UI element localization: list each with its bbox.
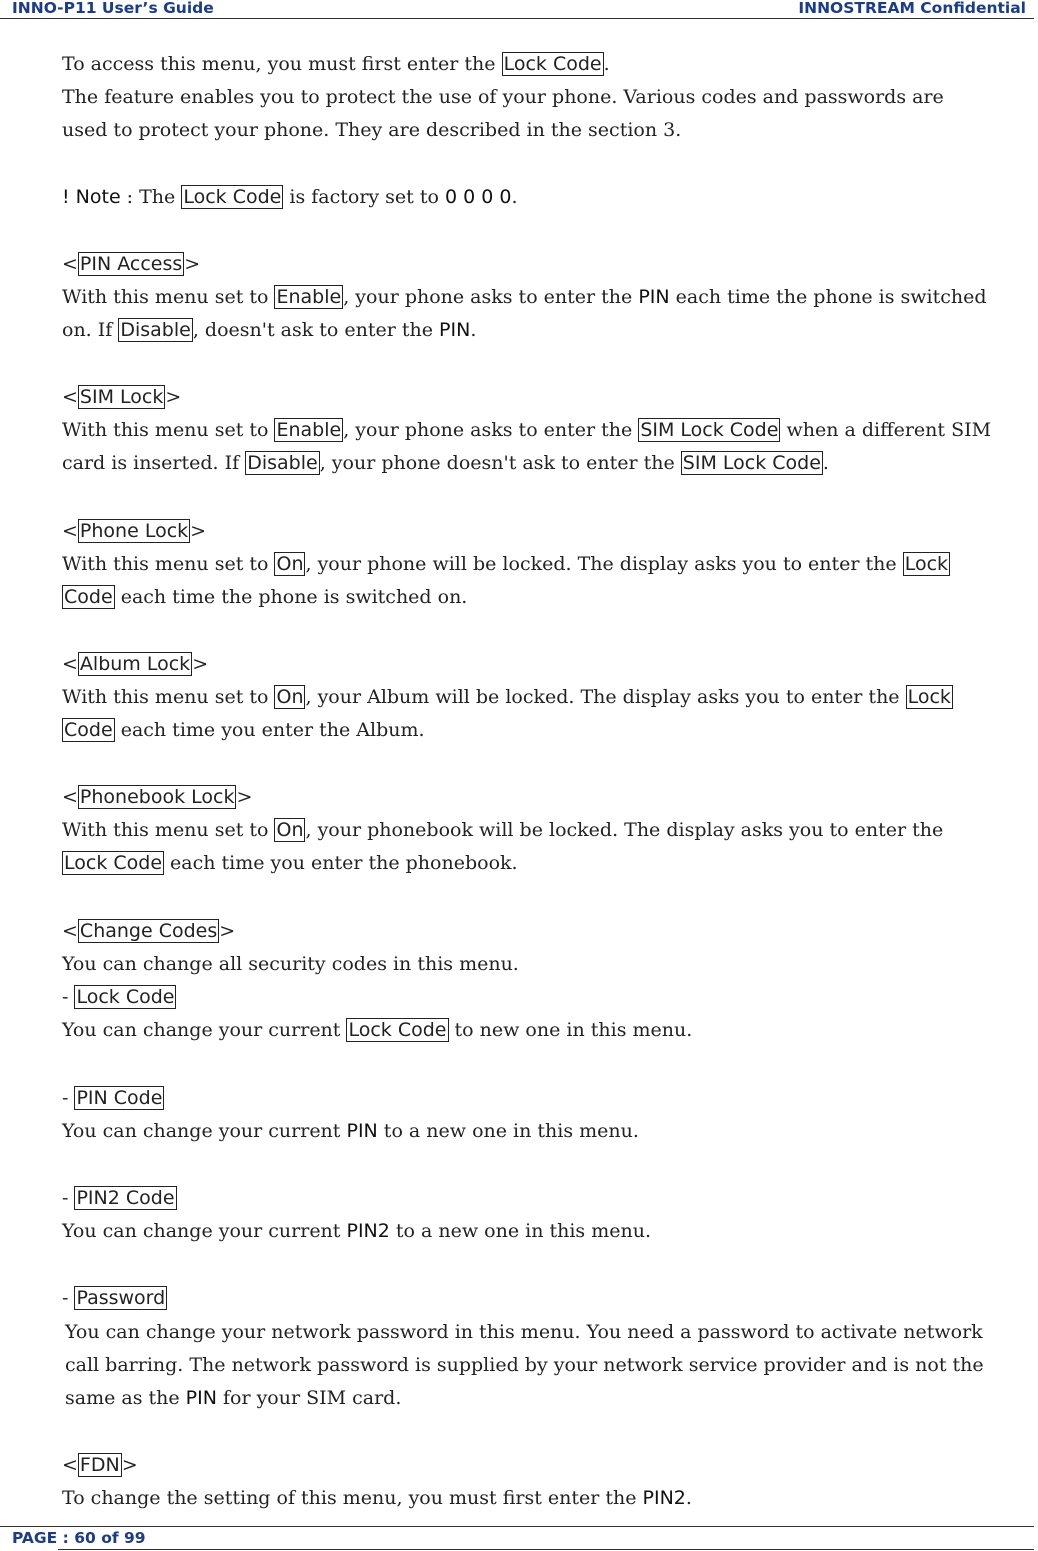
section-title-text: Change Codes	[79, 920, 218, 942]
text: , doesn't ask to enter the	[192, 319, 440, 341]
text: You can change your current	[62, 1120, 347, 1142]
on-term: On	[276, 686, 304, 708]
subsection-title: Password	[76, 1287, 166, 1309]
text: With this menu set to	[62, 419, 275, 441]
text: each time you enter the phonebook.	[164, 852, 518, 874]
text: card is inserted. If	[62, 452, 246, 474]
pin2-code-desc	[62, 1215, 651, 1248]
text: With this menu set to	[62, 553, 275, 575]
phone-lock-line-1	[62, 548, 950, 581]
lock-code-term: Lock Code	[348, 1019, 447, 1041]
subsection-lock-code	[62, 981, 176, 1014]
section-title-fdn: < FDN >	[62, 1454, 138, 1476]
text: With this menu set to	[62, 686, 275, 708]
text: for your SIM card.	[216, 1387, 402, 1409]
text: .	[603, 53, 610, 75]
subsection-password	[62, 1282, 167, 1315]
lock-term: Lock	[904, 553, 949, 575]
subsection-title: PIN2 Code	[76, 1187, 175, 1209]
text: , your phonebook will be locked. The display asks you to enter the	[305, 819, 944, 841]
pin2-term: PIN2	[642, 1487, 686, 1509]
disable-term: Disable	[120, 319, 191, 341]
section-title-pin-access: < PIN Access >	[62, 253, 201, 275]
text: each time the phone is switched	[669, 286, 987, 308]
intro-line-2: The feature enables you to protect the use of your phone. Various codes and passwords are	[62, 86, 944, 108]
sim-lock-line-2	[62, 447, 829, 480]
footer-rule	[58, 1549, 1034, 1550]
intro-line-1	[62, 48, 610, 81]
text: : The	[120, 186, 182, 208]
section-title-change-codes: < Change Codes >	[62, 920, 236, 942]
section-title-album-lock: < Album Lock >	[62, 653, 209, 675]
pin-access-line-1	[62, 281, 987, 314]
section-title-text: Phone Lock	[79, 520, 189, 542]
text: is factory set to	[283, 186, 445, 208]
lock-code-desc	[62, 1014, 692, 1047]
dash: -	[62, 1187, 75, 1209]
pin-term: PIN	[346, 1120, 378, 1142]
pin-code-desc	[62, 1115, 639, 1148]
album-lock-line-1	[62, 681, 953, 714]
intro-line-3: used to protect your phone. They are described in the section 3.	[62, 119, 682, 141]
text: With this menu set to	[62, 286, 275, 308]
section-title-text: FDN	[79, 1454, 120, 1476]
password-desc-line-1: You can change your network password in this menu. You need a password to activate network	[65, 1321, 983, 1343]
on-term: On	[276, 553, 304, 575]
section-title-phonebook-lock: < Phonebook Lock >	[62, 786, 253, 808]
text: each time you enter the Album.	[114, 719, 425, 741]
dash: -	[62, 1087, 75, 1109]
text: To access this menu, you must first enter the	[62, 53, 502, 75]
phone-lock-line-2	[62, 581, 467, 614]
header-confidential: INNOSTREAM Confidential	[798, 0, 1026, 17]
text: , your Album will be locked. The display asks you to enter the	[305, 686, 906, 708]
text: to new one in this menu.	[448, 1019, 693, 1041]
text: With this menu set to	[62, 819, 275, 841]
phonebook-lock-line-2	[62, 847, 518, 880]
sim-lock-line-1	[62, 414, 991, 447]
sim-lock-code-term: SIM Lock Code	[640, 419, 779, 441]
note-line	[62, 181, 518, 214]
header-doc-title: INNO-P11 User’s Guide	[12, 0, 214, 17]
code-term: Code	[64, 586, 113, 608]
pin2-term: PIN2	[346, 1220, 390, 1242]
factory-code: 0 0 0 0	[444, 186, 512, 208]
section-title-sim-lock: < SIM Lock >	[62, 386, 182, 408]
subsection-title: PIN Code	[76, 1087, 163, 1109]
enable-term: Enable	[276, 286, 342, 308]
text: to a new one in this menu.	[389, 1220, 651, 1242]
disable-term: Disable	[247, 452, 318, 474]
note-label: ! Note	[62, 186, 121, 208]
text: same as the	[65, 1387, 186, 1409]
code-term: Code	[64, 719, 113, 741]
dash: -	[62, 986, 75, 1008]
section-title-text: SIM Lock	[79, 386, 164, 408]
text: , your phone asks to enter the	[343, 286, 639, 308]
lock-code-term: Lock Code	[64, 852, 163, 874]
text: , your phone doesn't ask to enter the	[319, 452, 681, 474]
lock-term: Lock	[907, 686, 951, 708]
page-footer	[0, 1526, 1034, 1551]
text: to a new one in this menu.	[377, 1120, 639, 1142]
text: on. If	[62, 319, 119, 341]
section-title-text: Phonebook Lock	[79, 786, 235, 808]
page-number: PAGE : 60 of 99	[12, 1529, 146, 1547]
text: .	[685, 1487, 692, 1509]
dash: -	[62, 1287, 75, 1309]
page-header	[0, 0, 1034, 19]
pin-term: PIN	[439, 319, 471, 341]
text: To change the setting of this menu, you must first enter the	[62, 1487, 643, 1509]
text: .	[470, 319, 477, 341]
text: .	[511, 186, 518, 208]
section-title-text: PIN Access	[79, 253, 183, 275]
text: when a different SIM	[780, 419, 992, 441]
password-desc-line-2: call barring. The network password is supplied by your network service provider and is not the	[65, 1354, 984, 1376]
pin-term: PIN	[638, 286, 670, 308]
pin-term: PIN	[185, 1387, 217, 1409]
text: , your phone will be locked. The display asks you to enter the	[305, 553, 903, 575]
lock-code-term: Lock Code	[183, 186, 282, 208]
password-desc-line-3	[65, 1382, 401, 1415]
text: You can change your current	[62, 1220, 347, 1242]
text: each time the phone is switched on.	[114, 586, 468, 608]
change-codes-desc: You can change all security codes in this menu.	[62, 953, 519, 975]
text: .	[822, 452, 829, 474]
phonebook-lock-line-1	[62, 814, 943, 847]
subsection-title: Lock Code	[76, 986, 175, 1008]
album-lock-line-2	[62, 714, 425, 747]
text: You can change your current	[62, 1019, 347, 1041]
fdn-line-1	[62, 1482, 692, 1515]
sim-lock-code-term: SIM Lock Code	[682, 452, 821, 474]
subsection-pin2-code	[62, 1182, 177, 1215]
on-term: On	[276, 819, 304, 841]
pin-access-line-2	[62, 314, 476, 347]
lock-code-term: Lock Code	[503, 53, 602, 75]
enable-term: Enable	[276, 419, 342, 441]
section-title-text: Album Lock	[79, 653, 191, 675]
subsection-pin-code	[62, 1082, 164, 1115]
section-title-phone-lock: < Phone Lock >	[62, 520, 207, 542]
text: , your phone asks to enter the	[343, 419, 639, 441]
